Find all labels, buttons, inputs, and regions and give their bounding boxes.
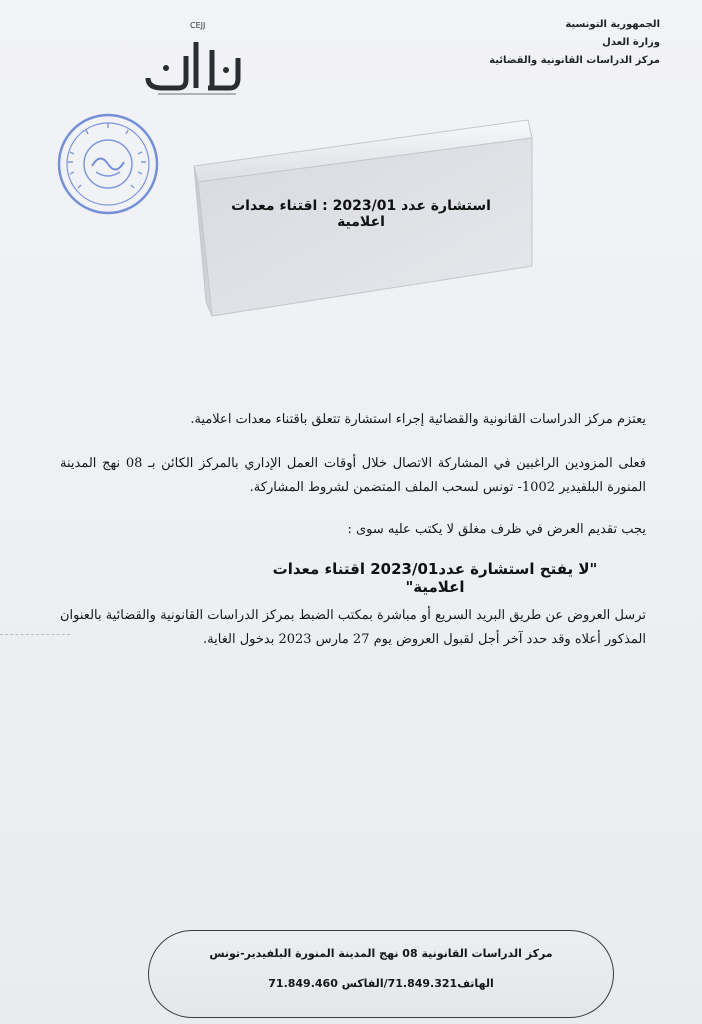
letterhead: [440, 16, 660, 70]
letterhead-line-ministry: وزارة العدل: [602, 37, 660, 48]
paragraph-submission: ترسل العروض عن طريق البريد السريع أو مباشرة بمكتب الضبط بمركز الدراسات القانونية والقضائية بالعنوان المذكور أعلاه وقد حدد آخر أجل لقبول العروض يوم 27 مارس 2023 بدخول الغاية.: [60, 608, 646, 647]
margin-dash-line: [0, 634, 70, 635]
footer-address-box: [148, 930, 614, 1018]
consultation-title: استشارة عدد 2023/01 : اقتناء معدات اعلامية: [231, 198, 491, 230]
paragraph-envelope: يجب تقديم العرض في ظرف مغلق لا يكتب عليه سوى :: [347, 522, 646, 537]
official-stamp: [56, 112, 160, 216]
footer-contact: الهاتف71.849.321/الفاكس 71.849.460: [268, 977, 494, 990]
letterhead-line-republic: الجمهورية التونسية: [565, 19, 660, 30]
paragraph-suppliers: فعلى المزودين الراغبين في المشاركة الاتصال خلال أوقات العمل الإداري بالمركز الكائن بـ 08 نهج المدينة المنورة البلفيدير 1002- تونس لسحب الملف المتضمن لشروط المشاركة.: [60, 456, 646, 495]
footer-address: مركز الدراسات القانونية 08 نهج المدينة المنورة البلفيدير-تونس: [209, 947, 553, 960]
letterhead-line-center: مركز الدراسات القانونية والقضائية: [489, 55, 660, 66]
logo-text: CEJJ: [190, 21, 206, 30]
envelope-label-quote: "لا يفتح استشارة عدد2023/01 اقتناء معدات اعلامية": [272, 560, 598, 596]
paragraph-intro: يعتزم مركز الدراسات القانونية والقضائية إجراء استشارة تتعلق باقتناء معدات اعلامية.: [190, 412, 646, 427]
cejj-logo: [138, 16, 248, 96]
